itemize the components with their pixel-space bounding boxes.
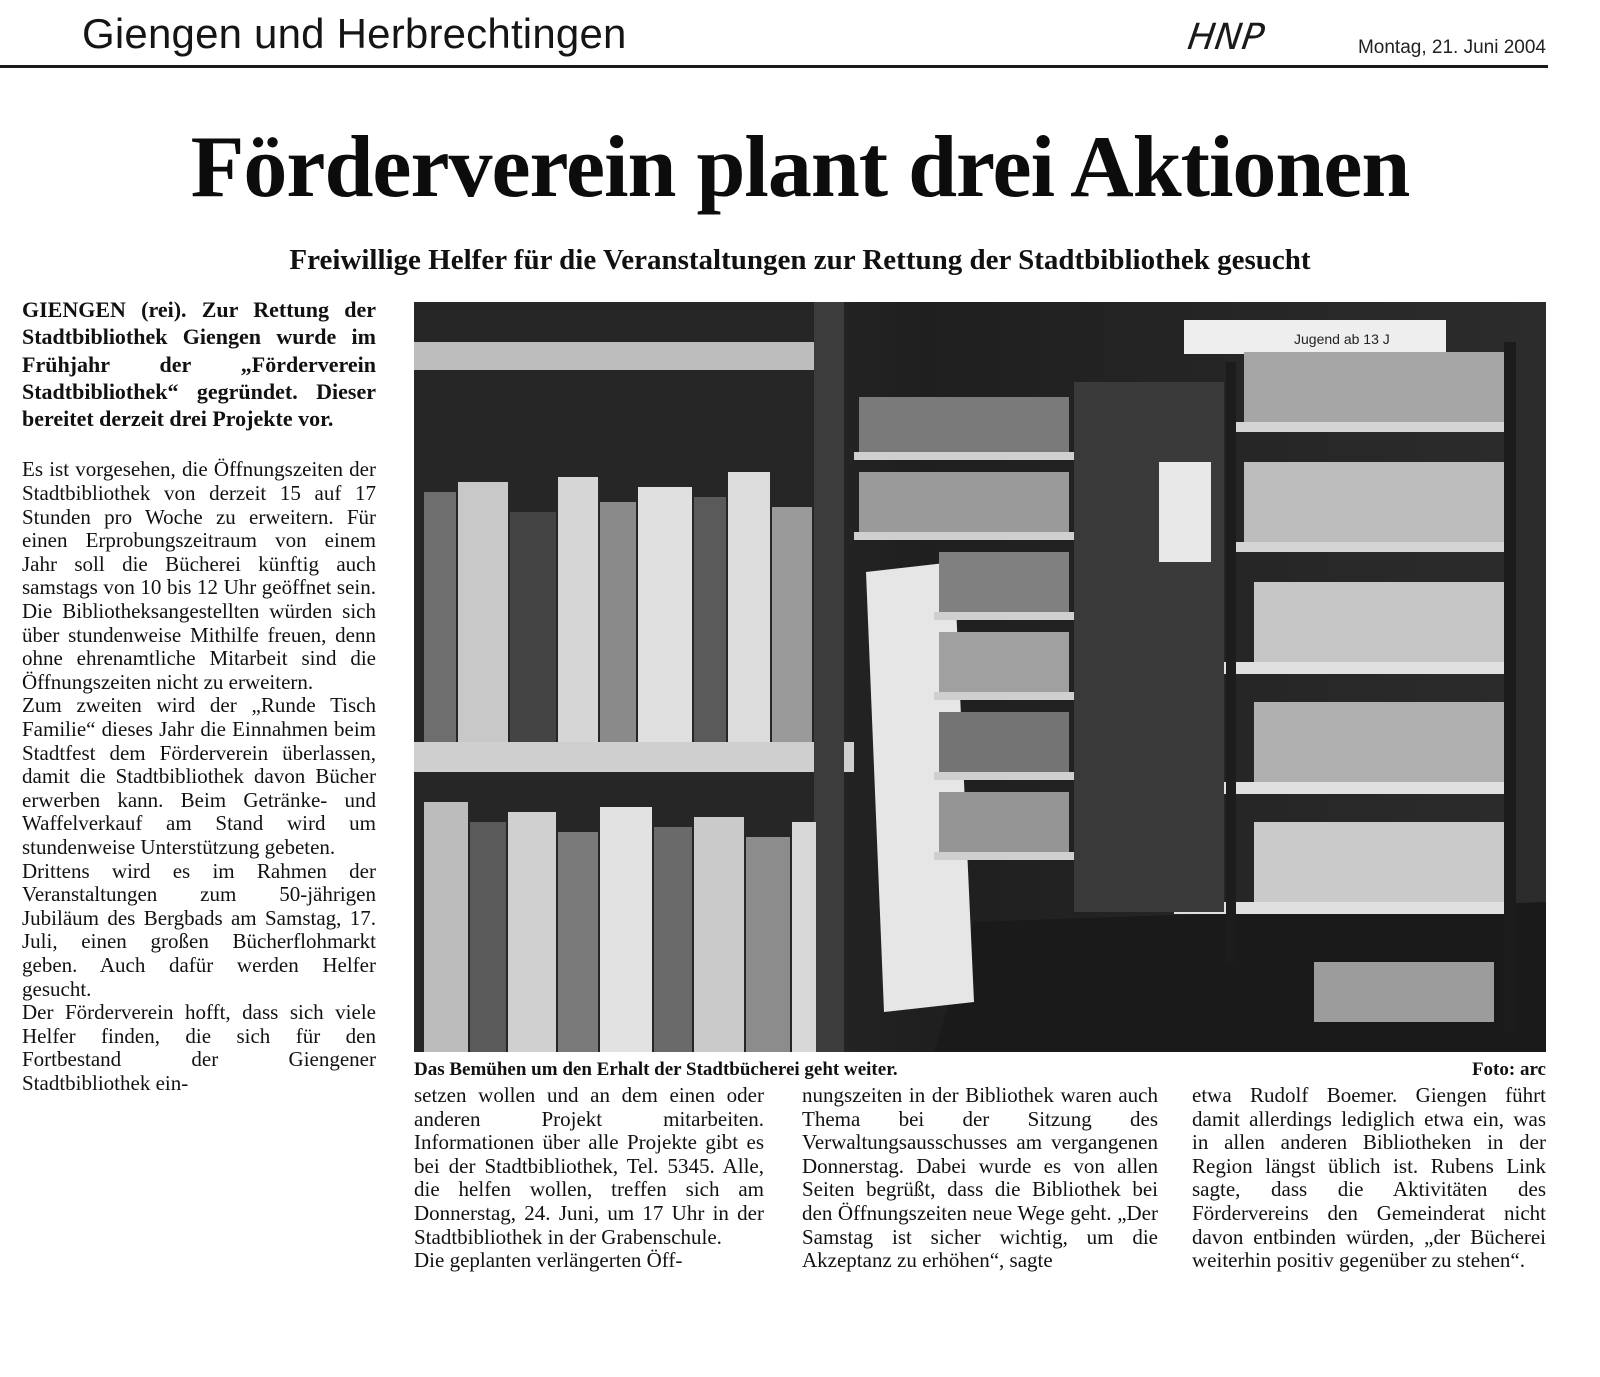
subheadline: Freiwillige Helfer für die Veranstaltungen zur Rettung der Stadtbibliothek gesucht (289, 244, 1311, 276)
column-2 (414, 1084, 764, 1273)
photo-credit: Foto: arc (1471, 1059, 1546, 1080)
left-upper-books (424, 472, 812, 742)
headline: Förderverein plant drei Aktionen (190, 119, 1410, 216)
handwritten-initials: HNP (1185, 17, 1267, 58)
header-rule (0, 65, 1548, 68)
body-paragraph: Zum zweiten wird der „Runde Tisch Familie“ dieses Jahr die Einnahmen beim Stadtfest dem Förderverein überlassen, damit die Stadtbibliothek davon Bücher erwerben kann. Beim Getränke- und Waffelverkauf am Stand wird um stundenweise Unterstützung gebeten. (22, 693, 376, 859)
section-title: Giengen und Herbrechtingen (82, 10, 627, 57)
body-paragraph: Es ist vorgesehen, die Öffnungszeiten der Stadtbibliothek von derzeit 15 auf 17 Stunden pro Woche zu erweitern. Für einen Erprobungszeitraum von einem Jahr soll die Bücherei künftig auch samstags von 10 bis 12 Uhr geöffnet sein. Die Bibliotheksangestellten würden sich über stundenweise Mithilfe freuen, denn ohne ehrenamtliche Mitarbeit sind die Öffnungszeiten nicht zu erweitern. (22, 457, 376, 694)
body-paragraph: Der Förderverein hofft, dass sich viele Helfer finden, die sich für den Fortbestand der Giengener Stadtbibliothek ein- (22, 1000, 376, 1095)
body-paragraph: setzen wollen und an dem einen oder anderen Projekt mitarbeiten. Informationen über alle Projekte gibt es bei der Stadtbibliothek, Tel. 5345. Alle, die helfen wollen, treffen sich am Donnerstag, 24. Juni, um 17 Uhr in der Stadtbibliothek in der Grabenschule. (414, 1083, 764, 1249)
body-paragraph: Drittens wird es im Rahmen der Veranstaltungen zum 50-jährigen Jubiläum des Bergbads am Samstag, 17. Juli, einen großen Bücherflohmarkt geben. Auch dafür werden Helfer gesucht. (22, 858, 376, 1001)
caption-text: Das Bemühen um den Erhalt der Stadtbücherei geht weiter. (414, 1059, 898, 1080)
left-lower-books (424, 802, 816, 1052)
body-paragraph: Die geplanten verlängerten Öff- (414, 1248, 683, 1273)
issue-date: Montag, 21. Juni 2004 (1357, 37, 1546, 58)
body-paragraph: etwa Rudolf Boemer. Giengen führt damit allerdings lediglich etwa ein, was in allen anderen Bibliotheken in der Region längst üblich ist. Rubens Link sagte, dass die Aktivitäten des Fördervereins den Gemeinderat nicht davon entbinden würden, „der Bücherei weiterhin positiv gegenüber zu stehen“. (1192, 1083, 1546, 1273)
photo-caption (414, 1058, 1546, 1082)
column-1 (22, 296, 376, 1096)
body-paragraph: nungszeiten in der Bibliothek waren auch Thema bei der Sitzung des Verwaltungsausschusses am vergangenen Donnerstag. Dabei wurde es von allen Seiten begrüßt, dass die Bibliothek bei den Öffnungszeiten neue Wege geht. „Der Samstag ist sicher wichtig, um die Akzeptanz zu erhöhen“, sagte (802, 1083, 1158, 1273)
column-4 (1192, 1084, 1546, 1273)
column-3 (802, 1084, 1158, 1273)
library-photo (414, 302, 1546, 1052)
bookshelf-illustration (414, 302, 1546, 1052)
shelf-sign: Jugend ab 13 J (1294, 331, 1390, 347)
lead-paragraph: GIENGEN (rei). Zur Rettung der Stadtbibliothek Giengen wurde im Frühjahr der „Förderverein Stadtbibliothek“ gegründet. Dieser bereitet derzeit drei Projekte vor. (22, 297, 376, 432)
